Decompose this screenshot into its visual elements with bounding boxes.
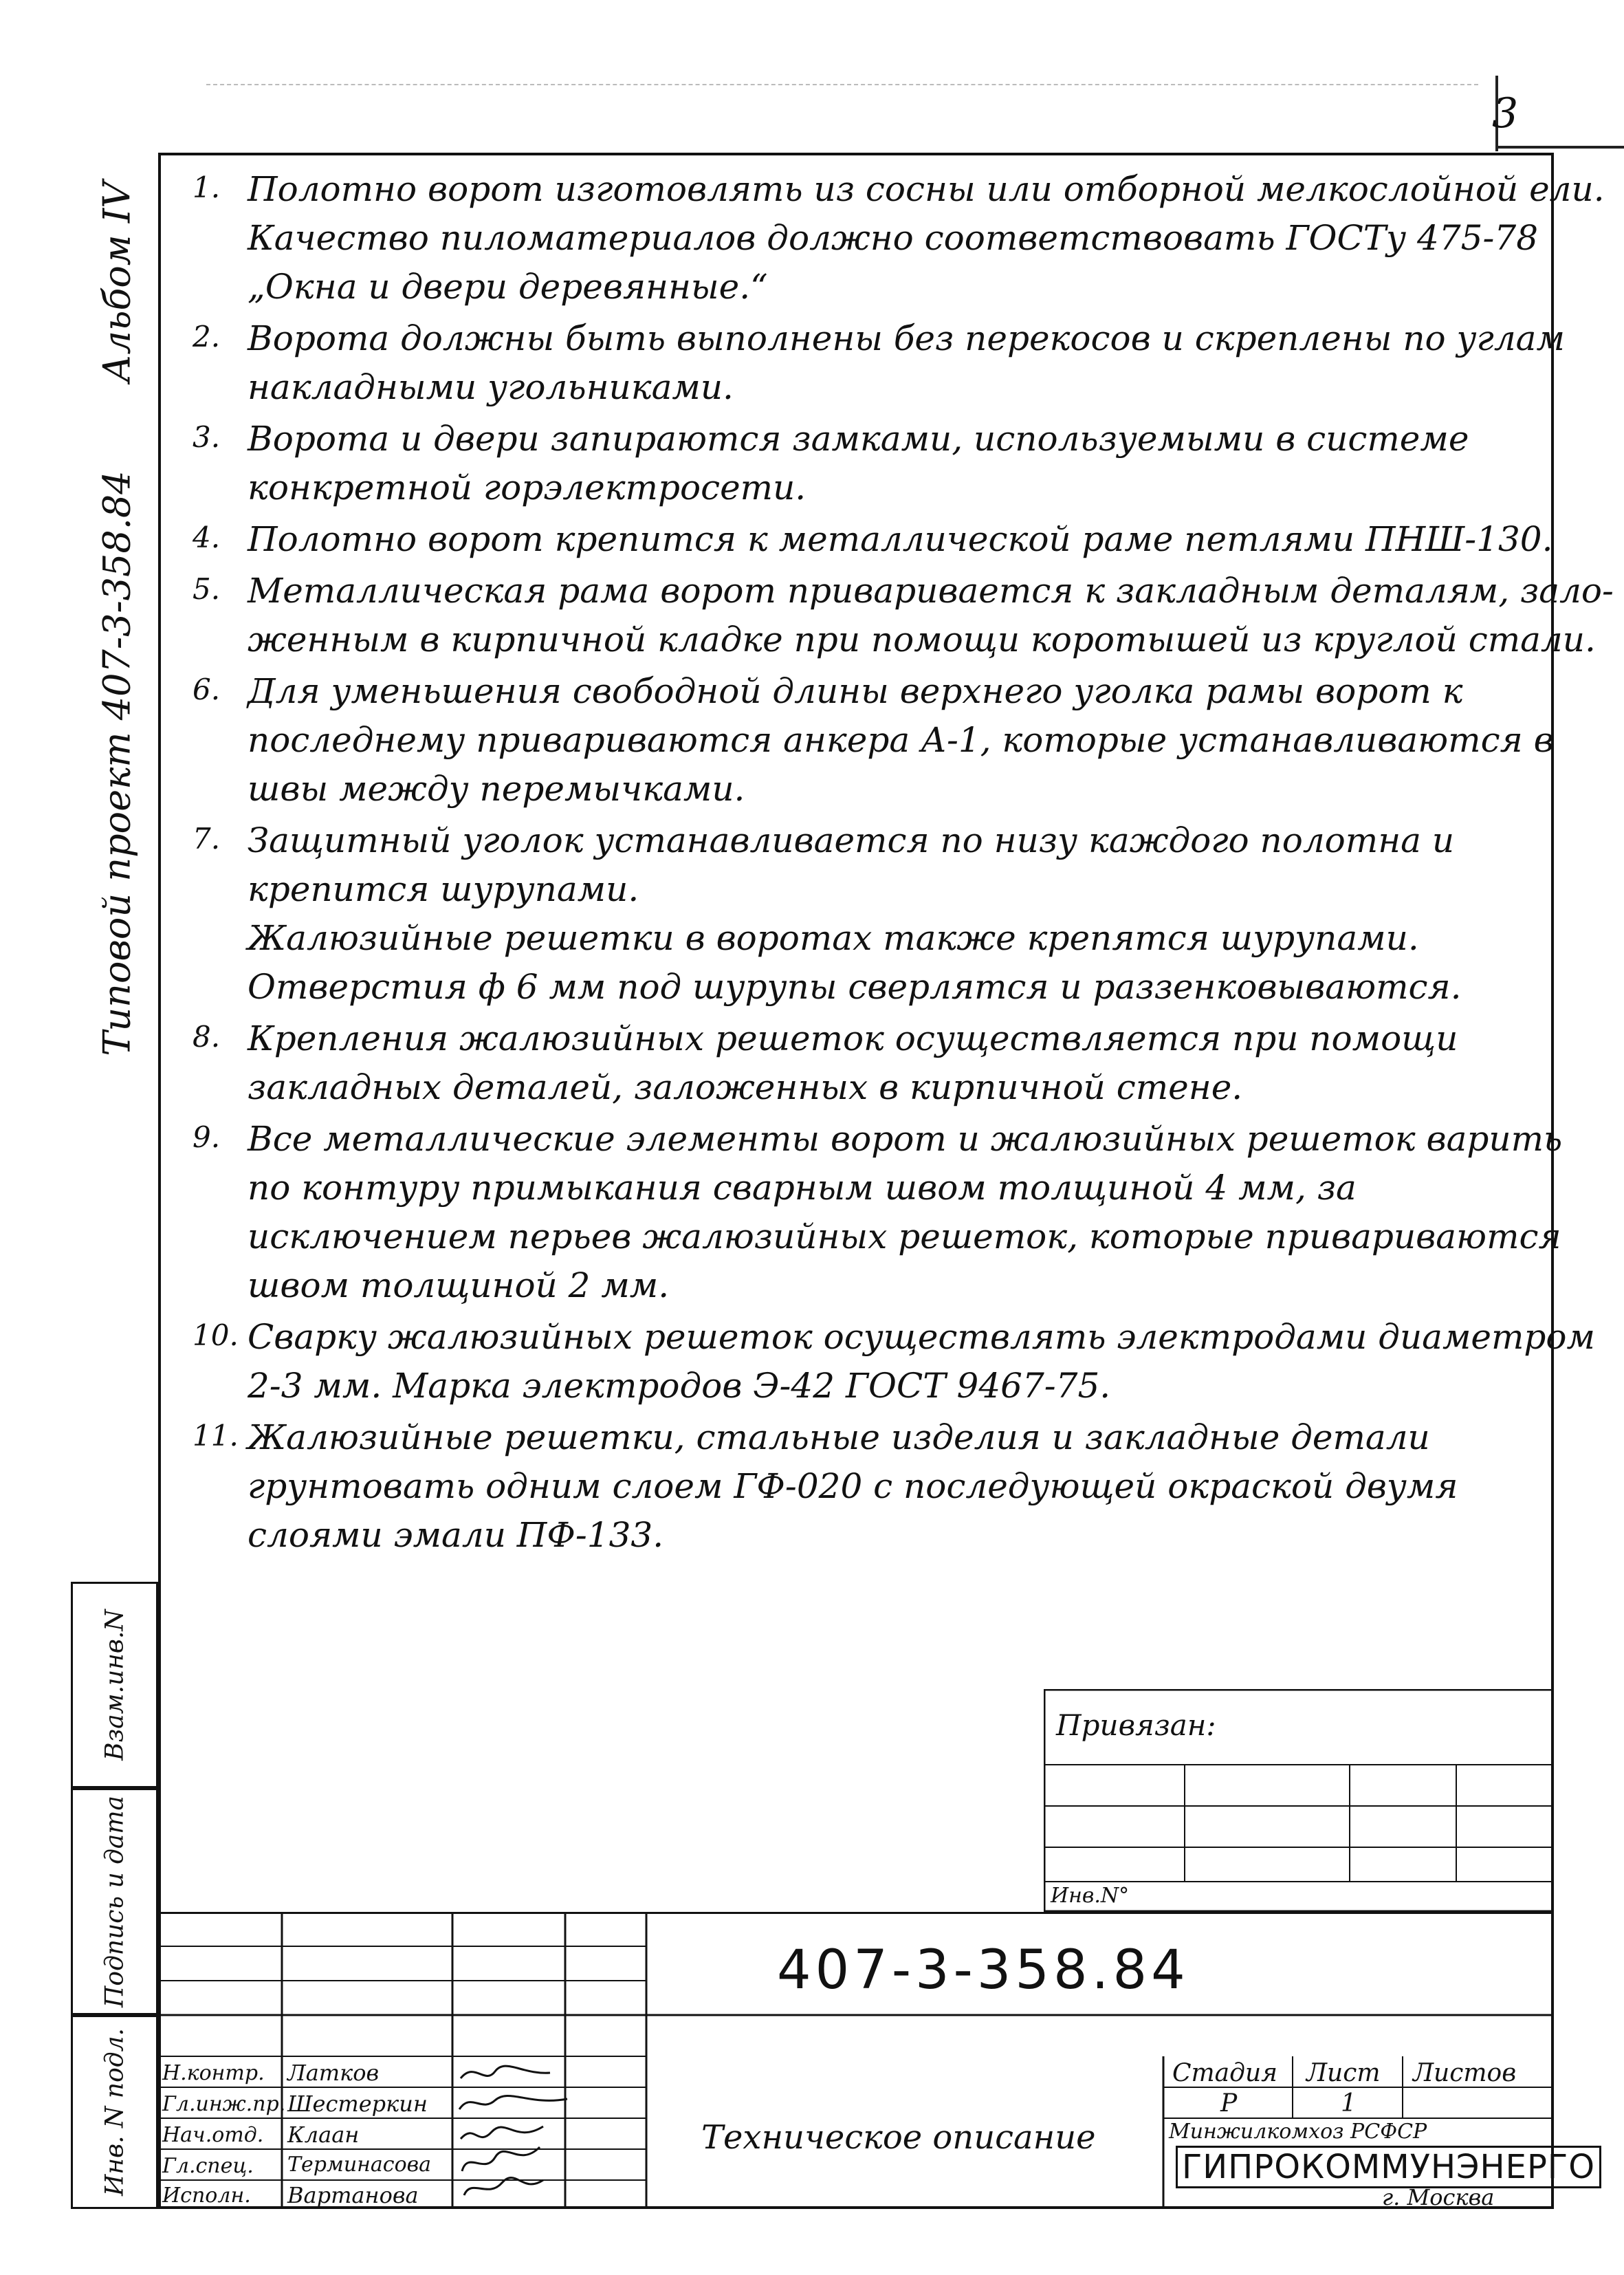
note-item [193, 1014, 1533, 1112]
album-title-text: Альбом IV [95, 181, 139, 383]
project-title-text: Типовой проект 407-3-358.84 [95, 470, 139, 1056]
note-body [248, 515, 1552, 564]
note-line: швом толщиной 2 мм. [248, 1265, 670, 1305]
note-line: Отверстия ф 6 мм под шурупы сверлятся и раззенковываются. [248, 967, 1462, 1007]
side-cell [71, 1582, 158, 1788]
side-project-title [83, 470, 151, 1056]
note-number: 1. [193, 171, 221, 204]
note-line: 2-3 мм. Марка электродов Э-42 ГОСТ 9467-75. [248, 1366, 1111, 1406]
note-number: 5. [193, 572, 221, 606]
role-label: Гл.инж.пр. [162, 2092, 286, 2116]
note-line: крепится шурупами. [248, 869, 639, 909]
note-line: Крепления жалюзийных решеток осуществляется при помощи [248, 1019, 1458, 1058]
note-line: Для уменьшения свободной длины верхнего уголка рамы ворот к [248, 671, 1463, 711]
note-item [193, 515, 1553, 564]
note-line: Металлическая рама ворот приваривается к закладным деталям, зало- [248, 571, 1614, 611]
note-line: Защитный уголок устанавливается по низу каждого полотна и [248, 820, 1455, 860]
role-name: Терминасова [287, 2153, 432, 2177]
note-number: 7. [193, 822, 221, 856]
note-number: 2. [193, 320, 221, 353]
note-item [193, 816, 1533, 1012]
role-name: Вартанова [287, 2182, 419, 2208]
attachment-label: Привязан: [1056, 1708, 1216, 1742]
document-title: Техническое описание [701, 2118, 1096, 2157]
role-name: Шестеркин [287, 2091, 428, 2117]
sheet-label: Лист [1306, 2059, 1381, 2087]
role-label: Исполн. [162, 2184, 251, 2208]
title-block [158, 1912, 1595, 2210]
org-city: г. Москва [1382, 2184, 1495, 2210]
note-body [248, 1413, 1533, 1560]
note-line: Ворота и двери запираются замками, используемыми в системе [248, 419, 1469, 459]
document-number: 407-3-358.84 [777, 1939, 1189, 2001]
note-line: Полотно ворот изготовлять из сосны или отборной мелкослойной ели. [248, 169, 1605, 209]
note-item [193, 415, 1533, 512]
note-line: „Окна и двери деревянные.“ [248, 267, 768, 307]
side-stamp-column [71, 1582, 158, 2209]
note-number: 3. [193, 420, 221, 454]
note-line: последнему привариваются анкера А-1, которые устанавливаются в [248, 720, 1554, 760]
note-body [248, 165, 1605, 312]
note-line: Ворота должны быть выполнены без перекосов и скреплены по углам [248, 318, 1565, 358]
note-line: Все металлические элементы ворот и жалюзийных решеток варить [248, 1119, 1563, 1159]
note-line: исключением перьев жалюзийных решеток, которые привариваются [248, 1217, 1561, 1256]
note-item [193, 667, 1554, 814]
sheet-value: 1 [1341, 2089, 1357, 2118]
role-name: Клаан [287, 2122, 360, 2148]
note-body [248, 1115, 1562, 1310]
signatures [454, 2058, 571, 2202]
note-body [248, 1313, 1595, 1411]
note-body [248, 1014, 1533, 1112]
notes-list [193, 165, 1614, 1563]
attachment-box [1044, 1689, 1554, 1912]
note-body [248, 314, 1565, 412]
note-number: 9. [193, 1120, 221, 1154]
role-label: Нач.отд. [162, 2123, 264, 2147]
role-name: Латков [287, 2060, 380, 2086]
inv-label: Инв.N° [1051, 1884, 1130, 1908]
note-line: закладных деталей, заложенных в кирпичной стене. [248, 1067, 1243, 1107]
side-cell [71, 1788, 158, 2015]
side-cell-label: Инв. N подл. [100, 2028, 129, 2196]
note-line: швы между перемычками. [248, 769, 745, 809]
stage-label: Стадия [1172, 2059, 1277, 2087]
note-item [193, 1115, 1563, 1310]
sheets-label: Листов [1413, 2059, 1517, 2087]
note-item [193, 567, 1614, 664]
note-line: конкретной горэлектросети. [248, 468, 806, 508]
note-number: 10. [193, 1318, 239, 1352]
note-number: 6. [193, 673, 221, 706]
note-number: 11. [193, 1419, 239, 1452]
role-label: Гл.спец. [162, 2154, 254, 2178]
note-line: по контуру примыкания сварным швом толщиной 4 мм, за [248, 1168, 1357, 1208]
side-cell-label: Взам.инв.N [100, 1609, 129, 1761]
note-line: накладными угольниками. [248, 367, 734, 407]
corner-line [1495, 146, 1624, 149]
note-line: Жалюзийные решетки, стальные изделия и закладные детали [248, 1417, 1430, 1457]
side-cell [71, 2015, 158, 2209]
top-dashed-line [206, 84, 1478, 87]
note-body [248, 567, 1614, 664]
page-number: 3 [1492, 89, 1519, 138]
side-cell-label: Подпись и дата [100, 1796, 129, 2007]
note-line: Жалюзийные решетки в воротах также крепятся шурупами. [248, 918, 1419, 958]
note-number: 8. [193, 1020, 221, 1054]
note-item [193, 314, 1565, 412]
org-top: Минжилкомхоз РСФСР [1169, 2120, 1427, 2144]
note-number: 4. [193, 521, 221, 554]
org-name: ГИПРОКОММУНЭНЕРГО [1176, 2146, 1601, 2188]
note-body [248, 667, 1554, 814]
note-line: женным в кирпичной кладке при помощи коротышей из круглой стали. [248, 620, 1596, 660]
note-line: Полотно ворот крепится к металлической раме петлями ПНШ-130. [248, 519, 1553, 559]
note-line: Качество пиломатериалов должно соответствовать ГОСТу 475-78 [248, 218, 1539, 258]
note-line: слоями эмали ПФ-133. [248, 1515, 664, 1555]
note-item [193, 1413, 1533, 1560]
stage-value: Р [1220, 2089, 1238, 2118]
note-line: Сварку жалюзийных решеток осуществлять электродами диаметром [248, 1317, 1595, 1357]
note-item [193, 165, 1605, 312]
note-body [248, 816, 1533, 1012]
side-album-title [83, 179, 151, 385]
note-body [248, 415, 1533, 512]
role-label: Н.контр. [162, 2061, 265, 2085]
note-line: грунтовать одним слоем ГФ-020 с последующей окраской двумя [248, 1466, 1458, 1506]
note-item [193, 1313, 1595, 1411]
